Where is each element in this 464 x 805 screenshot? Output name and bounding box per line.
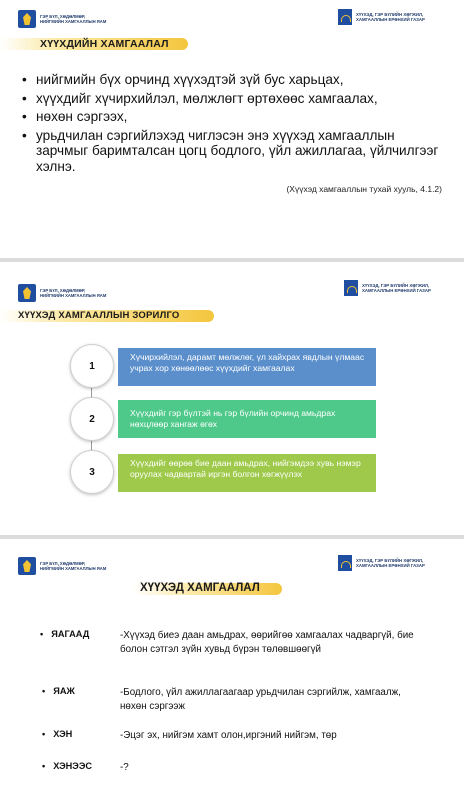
- emblem-icon: [18, 557, 36, 575]
- agency-name-line1: ХҮҮХЭД, ГЭР БҮЛИЙН ХӨГЖИЛ,: [356, 557, 424, 563]
- agency-logo: [344, 280, 458, 296]
- question-label: • ХЭН: [42, 729, 72, 739]
- goal-number-2: 2: [70, 397, 114, 441]
- question-answer: -Эцэг эх, нийгэм хамт олон,иргэний нийгэм, төр: [120, 730, 337, 741]
- ministry-name-line2: НИЙГМИЙН ХАМГААЛЛЫН ЯАМ: [40, 566, 107, 571]
- goal-number-1: 1: [70, 344, 114, 388]
- agency-mark-icon: [338, 9, 352, 25]
- slide-title: ХҮҮХДИЙН ХАМГААЛАЛ: [40, 38, 169, 50]
- agency-name-line1: ХҮҮХЭД, ГЭР БҮЛИЙН ХӨГЖИЛ,: [362, 282, 430, 288]
- list-item: • нөхөн сэргээх,: [22, 109, 442, 125]
- question-answer: -Бодлого, үйл ажиллагаагаар урьдчилан сэргийлж, хамгаалж, нөхөн сэргээж: [120, 687, 401, 712]
- goal-text-1: Хүчирхийлэл, дарамт мөлжлөг, үл хайхрах явдлын үлмаас учрах хор хөнөөлөөс хүүхдийг хамгаалах: [118, 348, 376, 386]
- agency-mark-icon: [338, 555, 352, 571]
- slide-child-protection-questions: [0, 539, 464, 805]
- agency-mark-icon: [344, 280, 358, 296]
- ministry-logo: [18, 10, 120, 28]
- slide-title: ХҮҮХЭД ХАМГААЛЛЫН ЗОРИЛГО: [18, 310, 180, 321]
- list-item: • хүүхдийг хүчирхийлэл, мөлжлөгт өртөхөөс хамгаалах,: [22, 91, 442, 107]
- goal-text-2: Хүүхдийг гэр бүлтэй нь гэр бүлийн орчинд амьдрах нөхцлөөр хангаж өгөх: [118, 400, 376, 438]
- ministry-name-line1: ГЭР БҮЛ, ХӨДӨЛМӨР,: [40, 561, 86, 566]
- question-label: • ЯАЖ: [42, 686, 75, 696]
- agency-logo: [338, 9, 452, 25]
- agency-name-line2: ХАМГААЛЛЫН ЕРӨНХИЙ ГАЗАР: [362, 288, 431, 293]
- goal-text-3: Хүүхдийг өөрөө бие даан амьдрах, нийгэмдээ хувь нэмэр оруулах чадвартай иргэн болгон хөгжүүлэх: [118, 454, 376, 492]
- ministry-name-line1: ГЭР БҮЛ, ХӨДӨЛМӨР,: [40, 288, 86, 293]
- list-item: • нийгмийн бүх орчинд хүүхэдтэй зүй бус харьцах,: [22, 72, 442, 88]
- slide-protection-goals: [0, 262, 464, 535]
- slide-child-protection: [0, 0, 464, 258]
- agency-name-line2: ХАМГААЛЛЫН ЕРӨНХИЙ ГАЗАР: [356, 563, 425, 568]
- law-citation: (Хүүхэд хамгааллын тухай хууль, 4.1.2): [286, 184, 442, 194]
- question-label: • ХЭНЭЭС: [42, 761, 92, 771]
- agency-name-line1: ХҮҮХЭД, ГЭР БҮЛИЙН ХӨГЖИЛ,: [356, 11, 424, 17]
- goal-number-3: 3: [70, 450, 114, 494]
- ministry-logo: [18, 284, 120, 302]
- agency-logo: [338, 555, 452, 571]
- ministry-logo: [18, 557, 120, 575]
- question-label: • ЯАГААД: [40, 629, 89, 639]
- agency-name-line2: ХАМГААЛЛЫН ЕРӨНХИЙ ГАЗАР: [356, 17, 425, 22]
- definition-list: [22, 72, 442, 178]
- emblem-icon: [18, 10, 36, 28]
- ministry-name-line2: НИЙГМИЙН ХАМГААЛЛЫН ЯАМ: [40, 293, 107, 298]
- slide-title: ХҮҮХЭД ХАМГААЛАЛ: [140, 582, 260, 594]
- emblem-icon: [18, 284, 36, 302]
- question-answer: -?: [120, 762, 129, 773]
- list-item: • урьдчилан сэргийлэхэд чиглэсэн энэ хүүхэд хамгааллын зарчмыг баримталсан цогц бодлого, үйл ажиллагаа, үйлчилгээг хэлнэ.: [22, 128, 442, 175]
- question-answer: -Хүүхэд биеэ даан амьдрах, өөрийгөө хамгаалах чадваргүй, бие болон сэтгэл зүйн хувьд бүрэн төлөвшөөгүй: [120, 630, 414, 655]
- ministry-name-line2: НИЙГМИЙН ХАМГААЛЛЫН ЯАМ: [40, 19, 107, 24]
- ministry-name-line1: ГЭР БҮЛ, ХӨДӨЛМӨР,: [40, 14, 86, 19]
